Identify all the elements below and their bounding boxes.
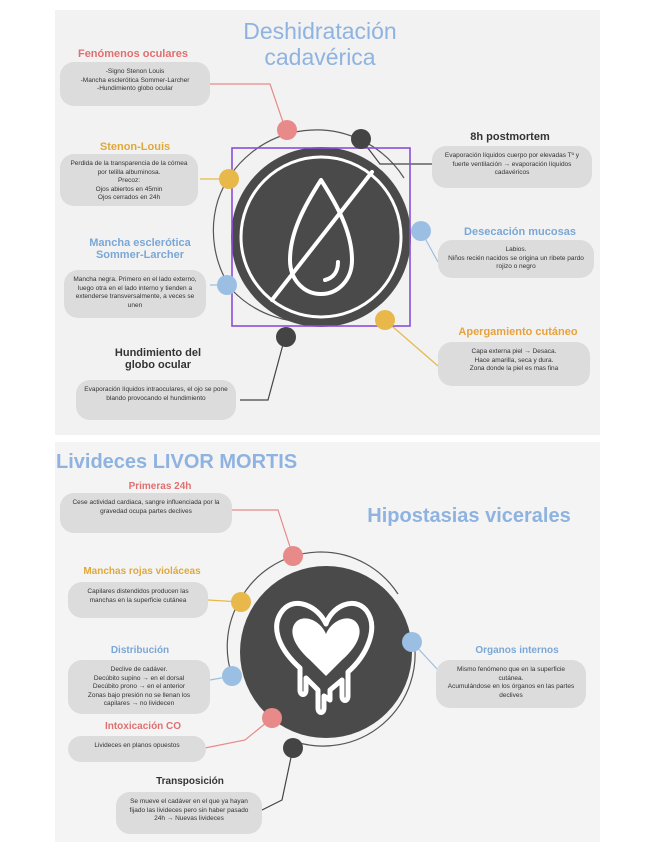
box-ocular: -Signo Stenon Louis -Mancha esclerótica Sommer-Larcher -Hundimiento globo ocular <box>60 62 210 106</box>
dot-postmortem <box>351 129 371 149</box>
label-ocular: Fenómenos oculares <box>77 48 189 60</box>
top-title-line1: Deshidratación <box>243 18 397 44</box>
top-title-line2: cadavérica <box>264 44 376 70</box>
label-apergamiento: Apergamiento cutáneo <box>458 326 578 338</box>
box-transposicion: Se mueve el cadáver en el que ya hayan fijado las livideces pero sin haber pasado 24h → Nuevas livideces <box>116 792 262 834</box>
top-title <box>200 18 440 70</box>
dot-hundimiento <box>276 327 296 347</box>
label-transposicion: Transposición <box>156 776 224 787</box>
dot-apergamiento <box>375 310 395 330</box>
dot-distribucion <box>222 666 242 686</box>
bottom-subtitle: Hipostasias vicerales <box>367 505 571 527</box>
label-manchas: Manchas rojas violáceas <box>83 566 201 577</box>
label-hundimiento <box>98 347 218 371</box>
label-distribucion: Distribución <box>110 645 170 656</box>
dot-ocular <box>277 120 297 140</box>
label-sommer <box>70 237 210 261</box>
box-postmortem: Evaporación líquidos cuerpo por elevadas Tº y fuerte ventilación → evaporación líquidos cadavéricos <box>432 146 592 188</box>
box-intoxicacion: Livideces en planos opuestos <box>68 736 206 762</box>
label-organos: Organos internos <box>475 645 559 656</box>
box-manchas: Capilares distendidos producen las manchas en la superficie cutánea <box>68 582 208 618</box>
dot-primeras <box>283 546 303 566</box>
label-stenon: Stenon-Louis <box>99 141 171 153</box>
label-sommer-line1: Mancha esclerótica <box>89 237 191 249</box>
dot-mucosas <box>411 221 431 241</box>
dot-organos <box>402 632 422 652</box>
label-hundimiento-line2: globo ocular <box>125 359 191 371</box>
dot-transposicion <box>283 738 303 758</box>
box-mucosas: Labios. Niños recién nacidos se origina un ribete pardo rojizo o negro <box>438 240 594 278</box>
label-hundimiento-line1: Hundimiento del <box>114 347 202 359</box>
label-postmortem: 8h postmortem <box>470 131 550 143</box>
box-organos: Mismo fenómeno que en la superficie cutánea. Acumulándose en los órganos en las partes declives <box>436 660 586 708</box>
box-stenon: Perdida de la transparencia de la córnea por telilla albuminosa. Precoz: Ojos abiertos en 45min Ojos cerrados en 24h <box>60 154 198 206</box>
box-distribucion: Declive de cadáver. Decúbito supino → en el dorsal Decúbito prono → en el anterior Zonas bajo presión no se llenan los capilares → no lividecen <box>68 660 210 714</box>
dot-manchas <box>231 592 251 612</box>
box-hundimiento: Evaporación líquidos intraoculares, el ojo se pone blando provocando el hundimiento <box>76 380 236 420</box>
label-primeras: Primeras 24h <box>128 481 192 492</box>
box-sommer: Mancha negra. Primero en el lado externo, luego otra en el lado interno y tienden a extenderse transversalmente, a veces se unen <box>64 270 206 318</box>
dot-sommer <box>217 275 237 295</box>
dot-stenon <box>219 169 239 189</box>
dot-intoxicacion <box>262 708 282 728</box>
label-intoxicacion: Intoxicación CO <box>104 721 182 732</box>
bottom-title: Livideces LIVOR MORTIS <box>56 451 298 473</box>
box-apergamiento: Capa externa piel → Desaca. Hace amarilla, seca y dura. Zona donde la piel es mas fina <box>438 342 590 386</box>
label-mucosas: Desecación mucosas <box>464 226 576 238</box>
box-primeras: Cese actividad cardiaca, sangre influenciada por la gravedad ocupa partes declives <box>60 493 232 533</box>
label-sommer-line2: Sommer-Larcher <box>95 249 185 261</box>
